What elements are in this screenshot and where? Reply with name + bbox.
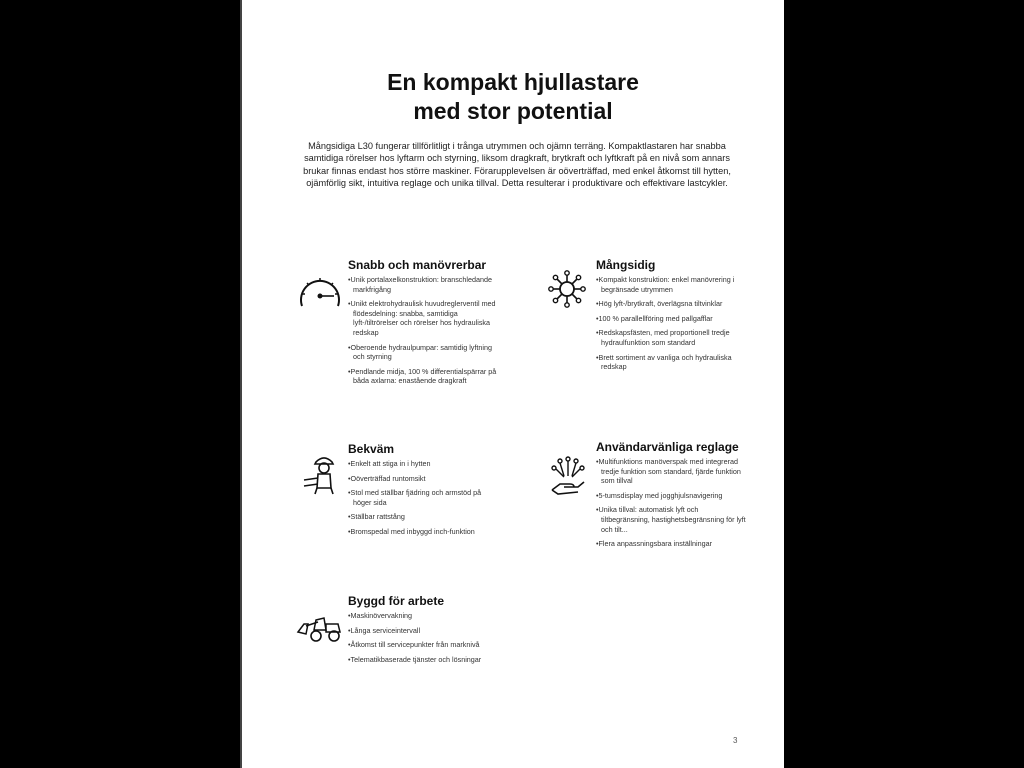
section-title: Byggd för arbete <box>348 594 445 608</box>
intro-paragraph: Mångsidiga L30 fungerar tillförlitligt i trånga utrymmen och ojämn terräng. Kompaktlastaren har snabba samtidiga rörelser hos lyftarm och styrning, liksom dragkraft, brytkraft och lyftkraft på en nivå som annars brukar finnas endast hos större maskiner. Förarupplevelsen är oöverträffad, med enkel åtkomst till hytten, ojämförlig sikt, intuitiva reglage och unika tillval. Detta resulterar i produktivare och effektivare lastcykler. <box>303 141 731 188</box>
list-item: • Pendlande midja, 100 % differentialspärrar på båda axlarna: enastående dragkraft <box>348 367 498 386</box>
section-title: Mångsidig <box>596 258 656 272</box>
section-mangsidig <box>596 258 746 377</box>
list-item: • Oöverträffad runtomsikt <box>348 474 498 484</box>
feature-list <box>596 457 746 549</box>
document-page <box>242 0 784 768</box>
list-item: • Stol med ställbar fjädring och armstöd på höger sida <box>348 488 498 507</box>
list-item: • Hög lyft-/brytkraft, överlägsna tiltvinklar <box>596 299 746 309</box>
list-item: • Maskinövervakning <box>348 611 508 621</box>
page-number: 3 <box>733 736 738 745</box>
list-item: • Flera anpassningsbara inställningar <box>596 539 746 549</box>
operator-icon <box>300 452 340 496</box>
section-title: Bekväm <box>348 442 395 456</box>
wheel-loader-icon <box>296 612 344 642</box>
list-item: • Unikt elektrohydraulisk huvudreglerventil med flödesdelning: snabba, samtidiga lyft-/tiltrörelser och rörelser hos hydrauliska redskap <box>348 299 498 337</box>
title-line-1: En kompakt hjullastare <box>387 69 639 95</box>
page-title <box>242 68 784 126</box>
list-item: • Kompakt konstruktion: enkel manövrering i begränsade utrymmen <box>596 275 746 294</box>
section-bekvam <box>348 442 498 542</box>
speedometer-icon <box>296 272 344 310</box>
section-byggd <box>348 594 508 669</box>
section-reglage <box>596 440 746 554</box>
list-item: • Telematikbaserade tjänster och lösningar <box>348 655 508 665</box>
list-item: • Bromspedal med inbyggd inch-funktion <box>348 527 498 537</box>
feature-list <box>596 275 746 372</box>
list-item: • 100 % parallellföring med pallgafflar <box>596 314 746 324</box>
section-snabb <box>348 258 498 391</box>
list-item: • Unik portalaxelkonstruktion: branschledande markfrigång <box>348 275 498 294</box>
feature-list <box>348 459 498 537</box>
section-title: Snabb och manövrerbar <box>348 258 487 272</box>
list-item: • Oberoende hydraulpumpar: samtidig lyftning och styrning <box>348 343 498 362</box>
list-item: • 5-tumsdisplay med jogghjulsnavigering <box>596 491 746 501</box>
list-item: • Enkelt att stiga in i hytten <box>348 459 498 469</box>
feature-list <box>348 611 508 664</box>
feature-list <box>348 275 498 386</box>
list-item: • Multifunktions manöverspak med integrerad tredje funktion som standard, fjärde funktion som tillval <box>596 457 746 486</box>
list-item: • Brett sortiment av vanliga och hydrauliska redskap <box>596 353 746 372</box>
list-item: • Ställbar rattstång <box>348 512 498 522</box>
section-title: Användarvänliga reglage <box>596 440 739 454</box>
title-line-2: med stor potential <box>413 98 613 124</box>
list-item: • Redskapsfästen, med proportionell tredje hydraulfunktion som standard <box>596 328 746 347</box>
hand-control-icon <box>548 456 588 496</box>
list-item: • Långa serviceintervall <box>348 626 508 636</box>
list-item: • Unika tillval: automatisk lyft och tiltbegränsning, hastighetsbegränsning för lyft och tilt... <box>596 505 746 534</box>
network-icon <box>546 268 588 310</box>
list-item: • Åtkomst till servicepunkter från marknivå <box>348 640 508 650</box>
